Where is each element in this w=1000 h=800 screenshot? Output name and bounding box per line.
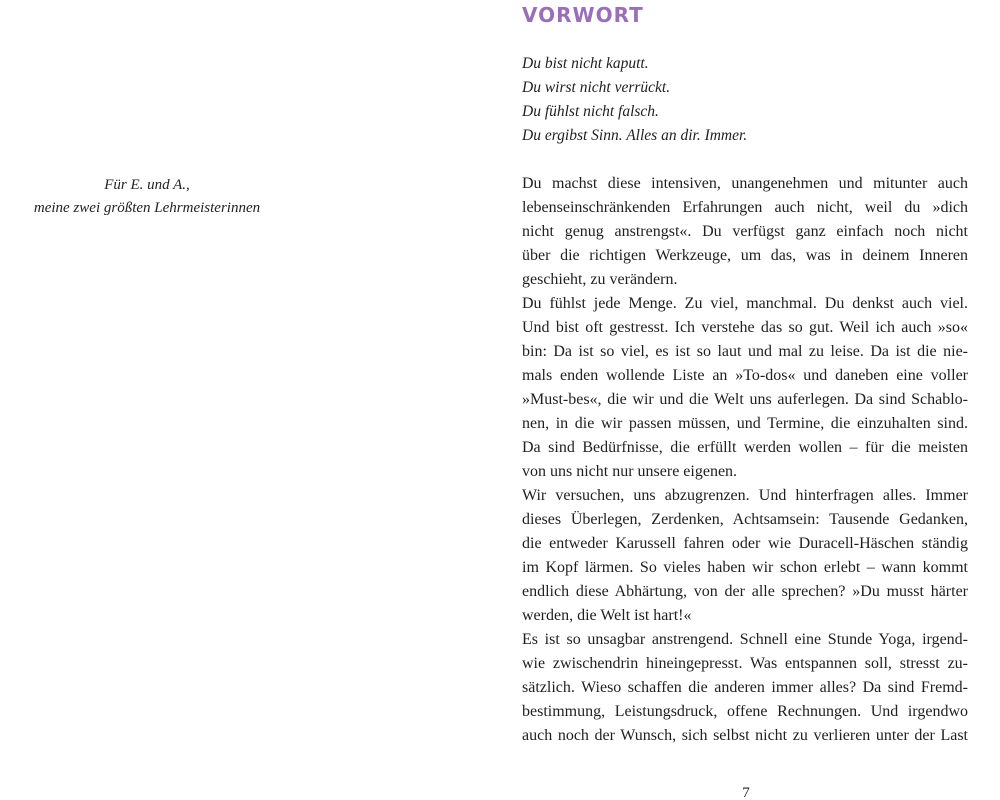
body-line: sätzlich. Wieso schaffen die anderen immer alles? Da sind Fremd-	[522, 679, 968, 696]
body-line: bestimmung, Leistungsdruck, offene Rechnungen. Und irgendwo	[522, 703, 968, 720]
body-line: »Must-bes«, die wir und die Welt uns auferlegen. Da sind Schablo-	[522, 391, 968, 408]
motto-line: Du bist nicht kaputt.	[522, 55, 649, 72]
body-line: Und bist oft gestresst. Ich verstehe das so gut. Weil ich auch »so«	[522, 319, 968, 336]
body-line: dieses Überlegen, Zerdenken, Achtsamsein: Tausende Gedanken,	[522, 511, 968, 528]
body-line: auch noch der Wunsch, sich selbst nicht zu verlieren unter der Last	[522, 727, 968, 744]
body-line: von uns nicht nur unsere eigenen.	[522, 463, 738, 480]
body-line: im Kopf lärmen. So vieles haben wir schon erlebt – wann kommt	[522, 559, 968, 576]
body-line: Da sind Bedürfnisse, die erfüllt werden wollen – für die meisten	[522, 439, 968, 456]
motto-line: Du fühlst nicht falsch.	[522, 103, 659, 120]
chapter-title: VORWORT	[522, 3, 644, 27]
body-line: bin: Da ist so viel, es ist so laut und mal zu leise. Da ist die nie-	[522, 343, 968, 360]
body-line: nen, in die wir passen müssen, und Termine, die einzuhalten sind.	[522, 415, 968, 432]
body-line: endlich diese Abhärtung, von der alle sprechen? »Du musst härter	[522, 583, 968, 600]
body-line: lebenseinschränkenden Erfahrungen auch nicht, weil du »dich	[522, 199, 968, 216]
dedication-line: meine zwei größten Lehrmeisterinnen	[33, 200, 261, 216]
motto-line: Du ergibst Sinn. Alles an dir. Immer.	[522, 127, 748, 144]
right-page	[522, 0, 968, 800]
body-line: mals enden wollende Liste an »To-dos« und daneben eine voller	[522, 367, 968, 384]
motto-line: Du wirst nicht verrückt.	[522, 79, 671, 96]
body-line: Es ist so unsagbar anstrengend. Schnell eine Stunde Yoga, irgend-	[522, 631, 968, 648]
body-line: die entweder Karussell fahren oder wie Duracell-Häschen ständig	[522, 535, 968, 552]
dedication-line: Für E. und A.,	[104, 177, 190, 193]
body-line: Wir versuchen, uns abzugrenzen. Und hinterfragen alles. Immer	[522, 487, 968, 504]
body-line: wie zwischendrin hineingepresst. Was entspannen soll, stresst zu-	[522, 655, 968, 672]
body-line: geschieht, zu verändern.	[522, 271, 678, 288]
body-line: nicht genug anstrengst«. Du verfügst ganz einfach noch nicht	[522, 223, 968, 240]
body-line: Du machst diese intensiven, unangenehmen und mitunter auch	[522, 175, 968, 192]
body-text	[522, 172, 968, 748]
motto	[522, 52, 747, 148]
body-line: werden, die Welt ist hart!«	[522, 607, 692, 624]
dedication	[10, 174, 284, 220]
body-line: Du fühlst jede Menge. Zu viel, manchmal. Du denkst auch viel.	[522, 295, 968, 312]
page-number: 7	[742, 785, 750, 800]
body-line: über die richtigen Werkzeuge, um das, was in deinem Inneren	[522, 247, 968, 264]
